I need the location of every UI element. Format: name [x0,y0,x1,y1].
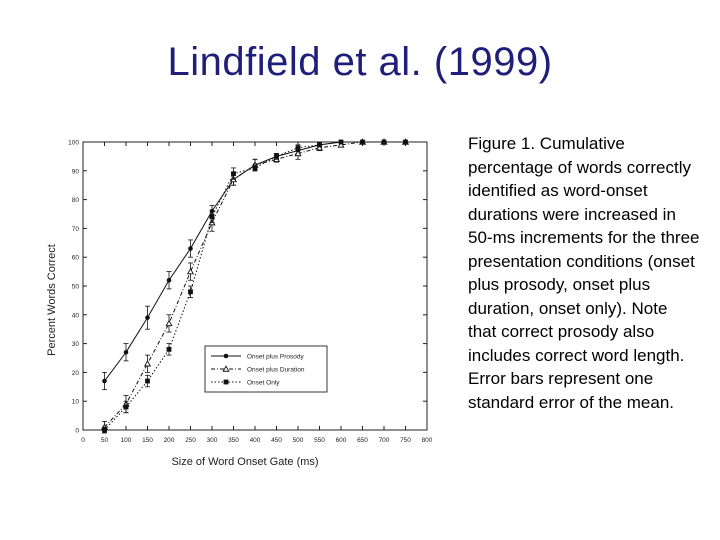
data-point [188,289,193,294]
y-axis-label: Percent Words Correct [46,244,58,356]
y-tick-label: 10 [71,398,79,406]
x-tick-label: 250 [185,437,196,444]
data-point [124,350,129,355]
data-point [188,246,193,251]
y-tick-label: 0 [75,427,79,435]
legend-label: Onset plus Duration [247,366,305,374]
y-tick-label: 40 [71,312,79,320]
data-point [253,166,258,171]
x-tick-label: 650 [357,437,368,444]
data-point [231,171,236,176]
y-tick-label: 50 [71,283,79,291]
legend-label: Onset plus Prosody [247,353,304,361]
series-line [105,142,406,381]
legend-marker [224,354,229,359]
figure-caption: Figure 1. Cumulative percentage of words correctly identified as word-onset durations were increased in 50-ms increments for the three presentation conditions (onset plus prosody, onset plus duration, onset only). Note that correct prosody also includes correct word length. Error bars represent one standard error of the mean. [468,134,700,412]
legend-label: Onset Only [247,379,280,387]
x-tick-label: 300 [206,437,218,444]
data-point [145,379,150,384]
y-tick-label: 70 [71,225,79,233]
y-tick-label: 20 [71,369,79,377]
y-tick-label: 60 [71,254,79,262]
data-point [403,140,408,145]
data-point [188,269,194,274]
data-point [210,214,215,219]
figure-panel [25,128,457,473]
legend-marker [224,380,229,385]
x-tick-label: 150 [142,437,153,444]
data-point [274,154,279,159]
x-tick-label: 500 [292,437,304,444]
x-axis-label: Size of Word Onset Gate (ms) [171,456,319,468]
x-tick-label: 50 [100,437,109,444]
data-point [382,140,387,145]
line-chart [25,128,457,473]
x-tick-label: 600 [335,437,347,444]
data-point [339,140,344,145]
x-tick-label: 350 [228,437,239,444]
slide-title: Lindfield et al. (1999) [167,40,553,84]
x-tick-label: 800 [421,437,433,444]
data-point [124,405,129,410]
x-tick-label: 550 [314,437,325,444]
chart-axes [68,140,433,445]
data-point [166,321,172,326]
y-tick-label: 80 [71,197,79,205]
data-point [167,347,172,352]
data-point [102,379,107,384]
data-point [167,278,172,283]
x-tick-label: 200 [163,437,175,444]
data-point [145,315,150,320]
x-tick-label: 450 [271,437,282,444]
x-tick-label: 0 [81,437,85,444]
data-point [296,145,301,150]
chart-legend [205,346,327,392]
x-tick-label: 400 [249,437,261,444]
data-point [317,142,322,147]
y-tick-label: 100 [68,139,79,147]
x-tick-label: 750 [400,437,411,444]
y-tick-label: 30 [71,341,79,349]
data-point [360,140,365,145]
y-tick-label: 90 [71,168,79,176]
x-tick-label: 100 [120,437,132,444]
data-point [145,361,151,366]
x-tick-label: 700 [378,437,390,444]
data-point [102,428,107,433]
